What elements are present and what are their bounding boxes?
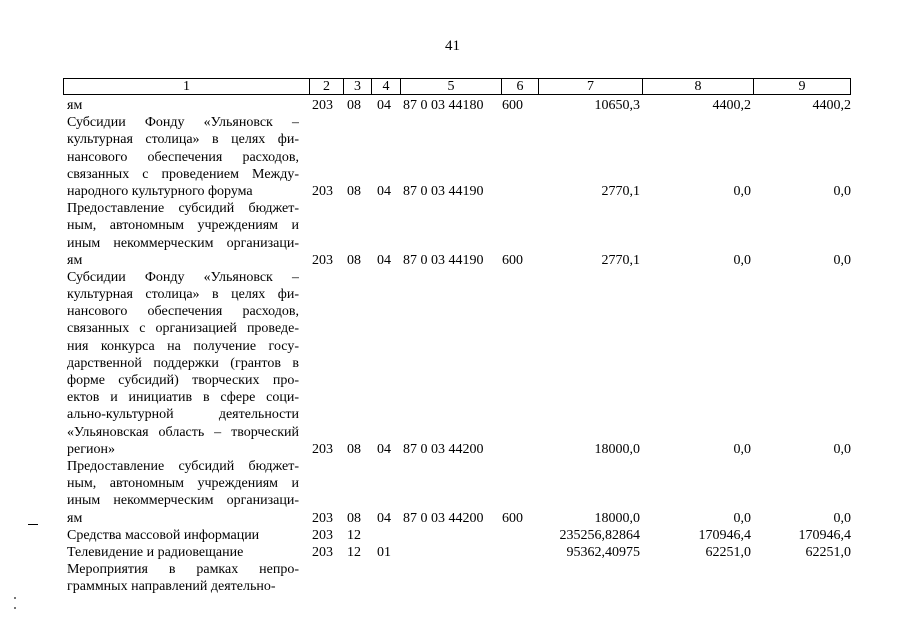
cell-amount-col8: 170946,4: [698, 527, 751, 543]
cell-ministry-code: 203: [312, 98, 333, 113]
row-description: [67, 269, 299, 458]
description-line: ям: [67, 510, 83, 526]
header-col-9: 9: [753, 79, 850, 94]
description-line: ным, автономным учреждениям и: [67, 476, 299, 492]
cell-amount-col9: 0,0: [833, 441, 851, 457]
table-row: [0, 561, 905, 595]
description-line: ния конкурса на получение госу-: [67, 338, 299, 354]
cell-subsection: 01: [377, 544, 391, 560]
description-line: Субсидии Фонду «Ульяновск –: [67, 115, 299, 131]
cell-target-article: 87 0 03 44190: [403, 183, 484, 199]
cell-amount-col9: 0,0: [833, 510, 851, 526]
table-row: [0, 458, 905, 527]
description-line: народного культурного форума: [67, 183, 253, 199]
cell-amount-col9: 0,0: [833, 183, 851, 199]
description-line: граммных направлений деятельно-: [67, 579, 276, 595]
cell-section: 08: [347, 510, 361, 526]
header-col-7: 7: [538, 79, 642, 94]
header-col-8: 8: [642, 79, 753, 94]
cell-amount-col7: 18000,0: [594, 441, 640, 457]
cell-ministry-code: 203: [312, 510, 333, 526]
table-header: [63, 78, 851, 95]
description-line: ям: [67, 252, 83, 268]
cell-subsection: 04: [377, 441, 391, 457]
cell-amount-col9: 0,0: [833, 252, 851, 268]
description-line: регион»: [67, 441, 115, 457]
description-line: ям: [67, 98, 83, 113]
header-col-3: 3: [343, 79, 371, 94]
cell-subsection: 04: [377, 510, 391, 526]
description-line: форме субсидий) творческих про-: [67, 373, 299, 388]
description-line: Предоставление субсидий бюджет-: [67, 458, 299, 474]
scan-speck: [14, 607, 16, 609]
cell-amount-col7: 2770,1: [601, 183, 640, 199]
cell-amount-col7: 18000,0: [594, 510, 640, 526]
description-line: ектов и инициатив в сфере соци-: [67, 390, 299, 406]
margin-mark: [28, 524, 38, 525]
cell-ministry-code: 203: [312, 544, 333, 560]
cell-amount-col8: 0,0: [733, 183, 751, 199]
row-values: [0, 544, 905, 561]
cell-subsection: 04: [377, 183, 391, 199]
header-col-5: 5: [400, 79, 501, 94]
cell-ministry-code: 203: [312, 527, 333, 543]
cell-ministry-code: 203: [312, 441, 333, 457]
scan-speck: [14, 597, 16, 599]
cell-amount-col9: 62251,0: [805, 544, 851, 560]
description-line: Субсидии Фонду «Ульяновск –: [67, 269, 299, 285]
cell-amount-col9: 4400,2: [812, 98, 851, 113]
cell-section: 08: [347, 183, 361, 199]
table-row: [0, 97, 905, 114]
cell-amount-col7: 235256,82864: [559, 527, 640, 543]
table-row: [0, 544, 905, 561]
cell-amount-col7: 95362,40975: [566, 544, 640, 560]
cell-amount-col8: 4400,2: [712, 98, 751, 113]
table-row: [0, 114, 905, 200]
table-row: [0, 527, 905, 544]
cell-section: 08: [347, 98, 361, 113]
row-values: [0, 252, 905, 269]
description-line: культурная столица» в целях фи-: [67, 287, 299, 303]
cell-ministry-code: 203: [312, 252, 333, 268]
cell-expense-type: 600: [502, 252, 523, 268]
description-line: связанных с проведением Между-: [67, 166, 299, 182]
cell-ministry-code: 203: [312, 183, 333, 199]
table-row: [0, 200, 905, 269]
cell-amount-col8: 0,0: [733, 441, 751, 457]
header-col-1: 1: [183, 79, 190, 94]
cell-amount-col7: 2770,1: [601, 252, 640, 268]
cell-target-article: 87 0 03 44190: [403, 252, 484, 268]
cell-target-article: 87 0 03 44200: [403, 510, 484, 526]
cell-target-article: 87 0 03 44200: [403, 441, 484, 457]
description-line: ально-культурной деятельности: [67, 407, 299, 423]
row-values: [0, 441, 905, 458]
cell-target-article: 87 0 03 44180: [403, 98, 484, 113]
description-line: культурная столица» в целях фи-: [67, 132, 299, 148]
description-line: Предоставление субсидий бюджет-: [67, 201, 299, 217]
table-row: [0, 269, 905, 458]
row-values: [0, 527, 905, 544]
row-values: [0, 97, 905, 114]
description-line: иным некоммерческим организаци-: [67, 235, 299, 251]
row-values: [0, 510, 905, 527]
cell-expense-type: 600: [502, 98, 523, 113]
cell-amount-col8: 62251,0: [705, 544, 751, 560]
row-values: [0, 183, 905, 200]
description-line: связанных с организацией проведе-: [67, 321, 299, 337]
row-values: [0, 578, 905, 595]
description-line: Телевидение и радиовещание: [67, 544, 244, 560]
description-line: нансового обеспечения расходов,: [67, 304, 299, 320]
cell-section: 08: [347, 441, 361, 457]
description-line: иным некоммерческим организаци-: [67, 493, 299, 509]
description-line: ным, автономным учреждениям и: [67, 218, 299, 234]
cell-section: 08: [347, 252, 361, 268]
description-line: дарственной поддержки (грантов в: [67, 355, 299, 371]
cell-expense-type: 600: [502, 510, 523, 526]
cell-amount-col7: 10650,3: [594, 98, 640, 113]
description-line: Мероприятия в рамках непро-: [67, 562, 299, 578]
description-line: нансового обеспечения расходов,: [67, 149, 299, 165]
cell-subsection: 04: [377, 252, 391, 268]
page-number: 41: [445, 38, 460, 54]
cell-amount-col8: 0,0: [733, 252, 751, 268]
header-col-6: 6: [501, 79, 538, 94]
cell-section: 12: [347, 544, 361, 560]
header-col-4: 4: [371, 79, 400, 94]
cell-amount-col9: 170946,4: [798, 527, 851, 543]
table-body: [0, 97, 905, 595]
cell-subsection: 04: [377, 98, 391, 113]
header-col-2: 2: [309, 79, 343, 94]
description-line: «Ульяновская область – творческий: [67, 424, 299, 440]
cell-amount-col8: 0,0: [733, 510, 751, 526]
description-line: Средства массовой информации: [67, 527, 260, 543]
cell-section: 12: [347, 527, 361, 543]
